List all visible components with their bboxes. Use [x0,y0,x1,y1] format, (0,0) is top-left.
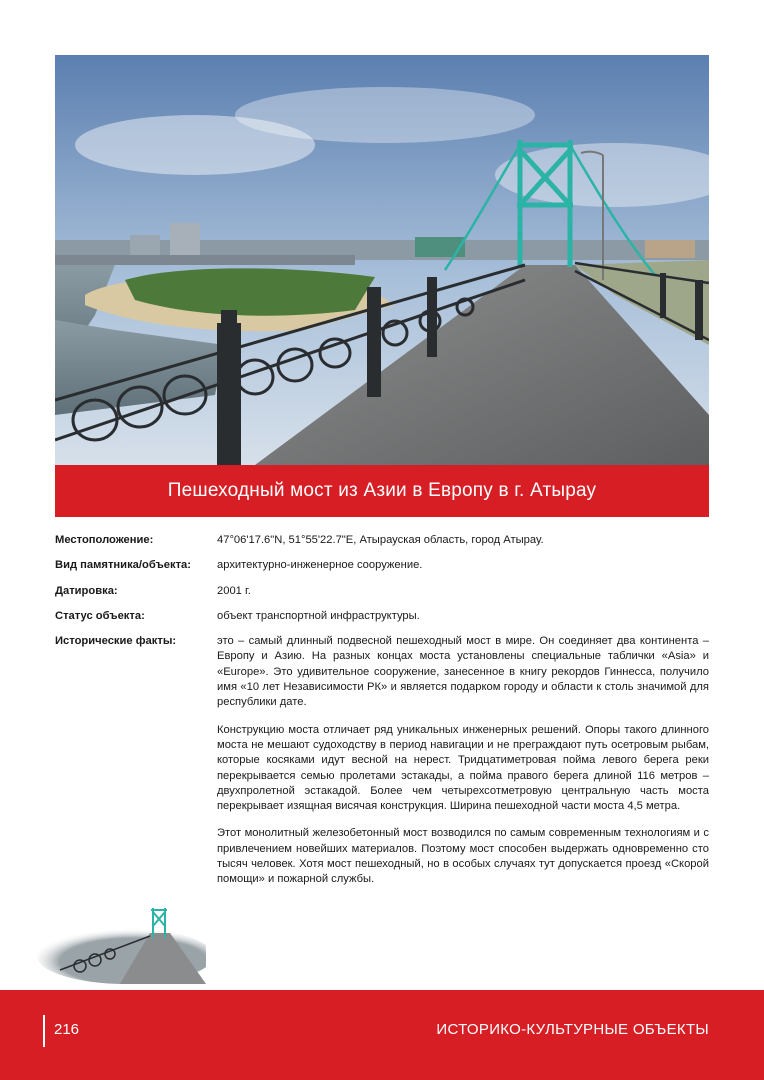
page-number: 216 [54,1021,80,1038]
field-date [55,584,709,599]
field-label: Вид памятника/объекта: [55,559,191,572]
facts-paragraph: Этот монолитный железобетонный мост возводился по самым современным технологиям и с привлечением новейших материалов. Поэтому мост способен выдержать одновременно сто тысяч человек. Хотя мост пешеходный, но в особых случаях тут допускается проезд «Скорой помощи» и пожарной службы. [217,827,709,886]
page-title: Пешеходный мост из Азии в Европу в г. Атырау [167,480,597,501]
field-label: Исторические факты: [55,635,177,648]
facts-text [217,634,709,899]
field-value: объект транспортной инфраструктуры. [217,609,420,622]
field-facts [55,634,709,899]
bridge-photo [55,55,709,465]
field-type [55,558,709,573]
info-section [55,533,709,910]
field-value: 2001 г. [217,584,251,597]
title-band [55,465,709,517]
footer-divider [43,1015,45,1047]
field-label: Статус объекта: [55,609,145,622]
field-value: архитектурно-инженерное сооружение. [217,559,423,572]
field-status [55,609,709,624]
facts-paragraph: это – самый длинный подвесной пешеходный мост в мире. Он соединяет два континента – Европу и Азию. На разных концах моста установлены специальные таблички «Asia» и «Europe». Это удивительное сооружение, занесенное в книгу рекордов Гиннесса, получило имя «10 лет Независимости РК» и является подарком городу и области к столь значимой для республики дате. [217,635,709,709]
section-title: ИСТОРИКО-КУЛЬТУРНЫЕ ОБЪЕКТЫ [436,1021,709,1038]
footer-band [0,990,764,1080]
field-value: 47°06'17.6"N, 51°55'22.7"E, Атырауская область, город Атырау. [217,534,544,546]
field-label: Местоположение: [55,534,154,546]
field-label: Датировка: [55,584,118,597]
facts-paragraph: Конструкцию моста отличает ряд уникальных инженерных решений. Опоры такого длинного моста не мешают судоходству в период навигации и не преграждают путь осетровым рыбам, которые косяками идут весной на нерест. Тридцатиметровая пойма левого берега реки перекрывается семью пролетами эстакады, а пойма правого берега длиной 116 метров – двухпролетной эстакадой. Более чем четырехсотметровую центральную часть моста перекрывает изящная висячая конструкция. Ширина пешеходной части моста 4,5 метра. [217,723,709,813]
field-location [55,533,709,548]
bridge-vignette [30,898,206,984]
